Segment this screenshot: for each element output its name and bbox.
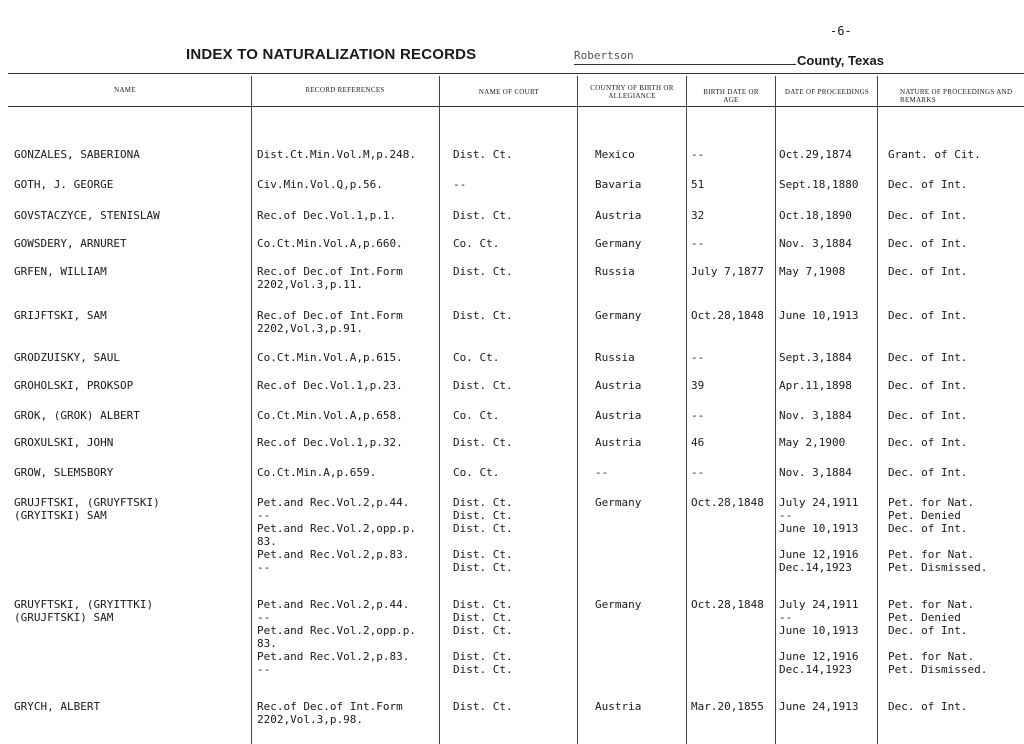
cell-nature: Dec. of Int. <box>888 379 968 392</box>
cell-court: Co. Ct. <box>453 351 500 364</box>
cell-country: Austria <box>595 700 642 713</box>
column-divider <box>686 76 687 744</box>
cell-birth: 46 <box>691 436 705 449</box>
cell-name: GRFEN, WILLIAM <box>14 265 107 278</box>
cell-name: GRUJFTSKI, (GRUYFTSKI) (GRYITSKI) SAM <box>14 496 160 522</box>
cell-country: Austria <box>595 409 642 422</box>
cell-record: Co.Ct.Min.Vol.A,p.660. <box>257 237 403 250</box>
header-record: RECORD REFERENCES <box>305 86 385 94</box>
cell-country: Germany <box>595 598 642 611</box>
cell-record: Rec.of Dec.Vol.1,p.32. <box>257 436 403 449</box>
county-underline <box>574 64 796 65</box>
cell-record: Rec.of Dec.of Int.Form 2202,Vol.3,p.11. <box>257 265 403 291</box>
cell-date: July 24,1911 -- June 10,1913 June 12,1916 Dec.14,1923 <box>779 598 859 676</box>
cell-date: Nov. 3,1884 <box>779 409 852 422</box>
cell-country: Austria <box>595 209 642 222</box>
cell-court: Dist. Ct. Dist. Ct. Dist. Ct. Dist. Ct. Dist. Ct. <box>453 598 513 676</box>
cell-country: Austria <box>595 436 642 449</box>
cell-nature: Dec. of Int. <box>888 351 968 364</box>
cell-birth: 32 <box>691 209 705 222</box>
cell-record: Pet.and Rec.Vol.2,p.44. -- Pet.and Rec.Vol.2,opp.p. 83. Pet.and Rec.Vol.2,p.83. -- <box>257 496 416 574</box>
cell-name: GONZALES, SABERIONA <box>14 148 140 161</box>
cell-record: Civ.Min.Vol.Q,p.56. <box>257 178 383 191</box>
cell-nature: Pet. for Nat. Pet. Denied Dec. of Int. Pet. for Nat. Pet. Dismissed. <box>888 496 988 574</box>
cell-nature: Pet. for Nat. Pet. Denied Dec. of Int. Pet. for Nat. Pet. Dismissed. <box>888 598 988 676</box>
cell-country: Bavaria <box>595 178 642 191</box>
cell-record: Co.Ct.Min.A,p.659. <box>257 466 377 479</box>
column-divider <box>577 76 578 744</box>
cell-nature: Dec. of Int. <box>888 178 968 191</box>
cell-court: Dist. Ct. <box>453 148 513 161</box>
cell-court: Dist. Ct. <box>453 309 513 322</box>
header-top-rule <box>8 73 1024 74</box>
cell-nature: Dec. of Int. <box>888 309 968 322</box>
cell-name: GRODZUISKY, SAUL <box>14 351 120 364</box>
cell-record: Dist.Ct.Min.Vol.M,p.248. <box>257 148 416 161</box>
cell-country: -- <box>595 466 609 479</box>
cell-court: Dist. Ct. Dist. Ct. Dist. Ct. Dist. Ct. Dist. Ct. <box>453 496 513 574</box>
cell-birth: -- <box>691 237 705 250</box>
county-name: Robertson <box>574 49 634 62</box>
cell-date: June 24,1913 <box>779 700 859 713</box>
header-birth: BIRTH DATE OR AGE <box>703 88 759 104</box>
cell-record: Co.Ct.Min.Vol.A,p.658. <box>257 409 403 422</box>
cell-court: Dist. Ct. <box>453 379 513 392</box>
column-divider <box>877 76 878 744</box>
cell-country: Mexico <box>595 148 635 161</box>
cell-nature: Dec. of Int. <box>888 237 968 250</box>
cell-name: GROK, (GROK) ALBERT <box>14 409 140 422</box>
cell-birth: -- <box>691 466 705 479</box>
cell-date: Sept.18,1880 <box>779 178 859 191</box>
cell-name: GROW, SLEMSBORY <box>14 466 114 479</box>
cell-country: Russia <box>595 265 635 278</box>
cell-birth: Oct.28,1848 <box>691 309 764 322</box>
header-court: NAME OF COURT <box>478 88 540 96</box>
cell-birth: -- <box>691 409 705 422</box>
column-divider <box>439 76 440 744</box>
cell-record: Rec.of Dec.of Int.Form 2202,Vol.3,p.91. <box>257 309 403 335</box>
cell-nature: Dec. of Int. <box>888 265 968 278</box>
cell-court: -- <box>453 178 467 191</box>
county-label: County, Texas <box>797 53 884 68</box>
cell-record: Pet.and Rec.Vol.2,p.44. -- Pet.and Rec.Vol.2,opp.p. 83. Pet.and Rec.Vol.2,p.83. -- <box>257 598 416 676</box>
cell-name: GOWSDERY, ARNURET <box>14 237 127 250</box>
cell-country: Germany <box>595 309 642 322</box>
cell-name: GROHOLSKI, PROKSOP <box>14 379 134 392</box>
cell-court: Dist. Ct. <box>453 700 513 713</box>
cell-court: Dist. Ct. <box>453 265 513 278</box>
cell-record: Rec.of Dec.of Int.Form 2202,Vol.3,p.98. <box>257 700 403 726</box>
cell-birth: 39 <box>691 379 705 392</box>
cell-name: GRYCH, ALBERT <box>14 700 101 713</box>
page-title: INDEX TO NATURALIZATION RECORDS <box>186 46 477 63</box>
cell-birth: Oct.28,1848 <box>691 598 764 611</box>
cell-nature: Dec. of Int. <box>888 436 968 449</box>
cell-date: July 24,1911 -- June 10,1913 June 12,1916 Dec.14,1923 <box>779 496 859 574</box>
cell-date: May 2,1900 <box>779 436 846 449</box>
cell-nature: Dec. of Int. <box>888 209 968 222</box>
cell-court: Co. Ct. <box>453 409 500 422</box>
cell-birth: 51 <box>691 178 705 191</box>
header-name: NAME <box>114 86 136 94</box>
cell-date: May 7,1908 <box>779 265 846 278</box>
cell-date: June 10,1913 <box>779 309 859 322</box>
cell-nature: Dec. of Int. <box>888 409 968 422</box>
cell-birth: July 7,1877 <box>691 265 764 278</box>
column-divider <box>251 76 252 744</box>
column-divider <box>775 76 776 744</box>
cell-date: Apr.11,1898 <box>779 379 852 392</box>
cell-birth: -- <box>691 351 705 364</box>
cell-name: GOVSTACZYCE, STENISLAW <box>14 209 160 222</box>
cell-nature: Dec. of Int. <box>888 700 968 713</box>
header-bottom-rule <box>8 106 1024 107</box>
cell-name: GRIJFTSKI, SAM <box>14 309 107 322</box>
header-date: DATE OF PROCEEDINGS <box>784 88 870 96</box>
cell-record: Rec.of Dec.Vol.1,p.1. <box>257 209 397 222</box>
cell-court: Co. Ct. <box>453 237 500 250</box>
header-country: COUNTRY OF BIRTH OR ALLEGIANCE <box>590 84 674 100</box>
cell-name: GROXULSKI, JOHN <box>14 436 114 449</box>
cell-country: Germany <box>595 496 642 509</box>
cell-court: Co. Ct. <box>453 466 500 479</box>
header-nature: NATURE OF PROCEEDINGS AND REMARKS <box>900 88 1013 104</box>
cell-date: Sept.3,1884 <box>779 351 852 364</box>
cell-name: GOTH, J. GEORGE <box>14 178 114 191</box>
cell-nature: Dec. of Int. <box>888 466 968 479</box>
cell-country: Austria <box>595 379 642 392</box>
cell-birth: -- <box>691 148 705 161</box>
page-number: -6- <box>830 24 852 38</box>
cell-date: Oct.18,1890 <box>779 209 852 222</box>
cell-name: GRUYFTSKI, (GRYITTKI) (GRUJFTSKI) SAM <box>14 598 154 624</box>
cell-country: Germany <box>595 237 642 250</box>
cell-date: Nov. 3,1884 <box>779 237 852 250</box>
cell-country: Russia <box>595 351 635 364</box>
cell-record: Co.Ct.Min.Vol.A,p.615. <box>257 351 403 364</box>
cell-date: Oct.29,1874 <box>779 148 852 161</box>
cell-court: Dist. Ct. <box>453 209 513 222</box>
cell-record: Rec.of Dec.Vol.1,p.23. <box>257 379 403 392</box>
cell-court: Dist. Ct. <box>453 436 513 449</box>
cell-birth: Mar.20,1855 <box>691 700 764 713</box>
cell-nature: Grant. of Cit. <box>888 148 981 161</box>
cell-birth: Oct.28,1848 <box>691 496 764 509</box>
cell-date: Nov. 3,1884 <box>779 466 852 479</box>
